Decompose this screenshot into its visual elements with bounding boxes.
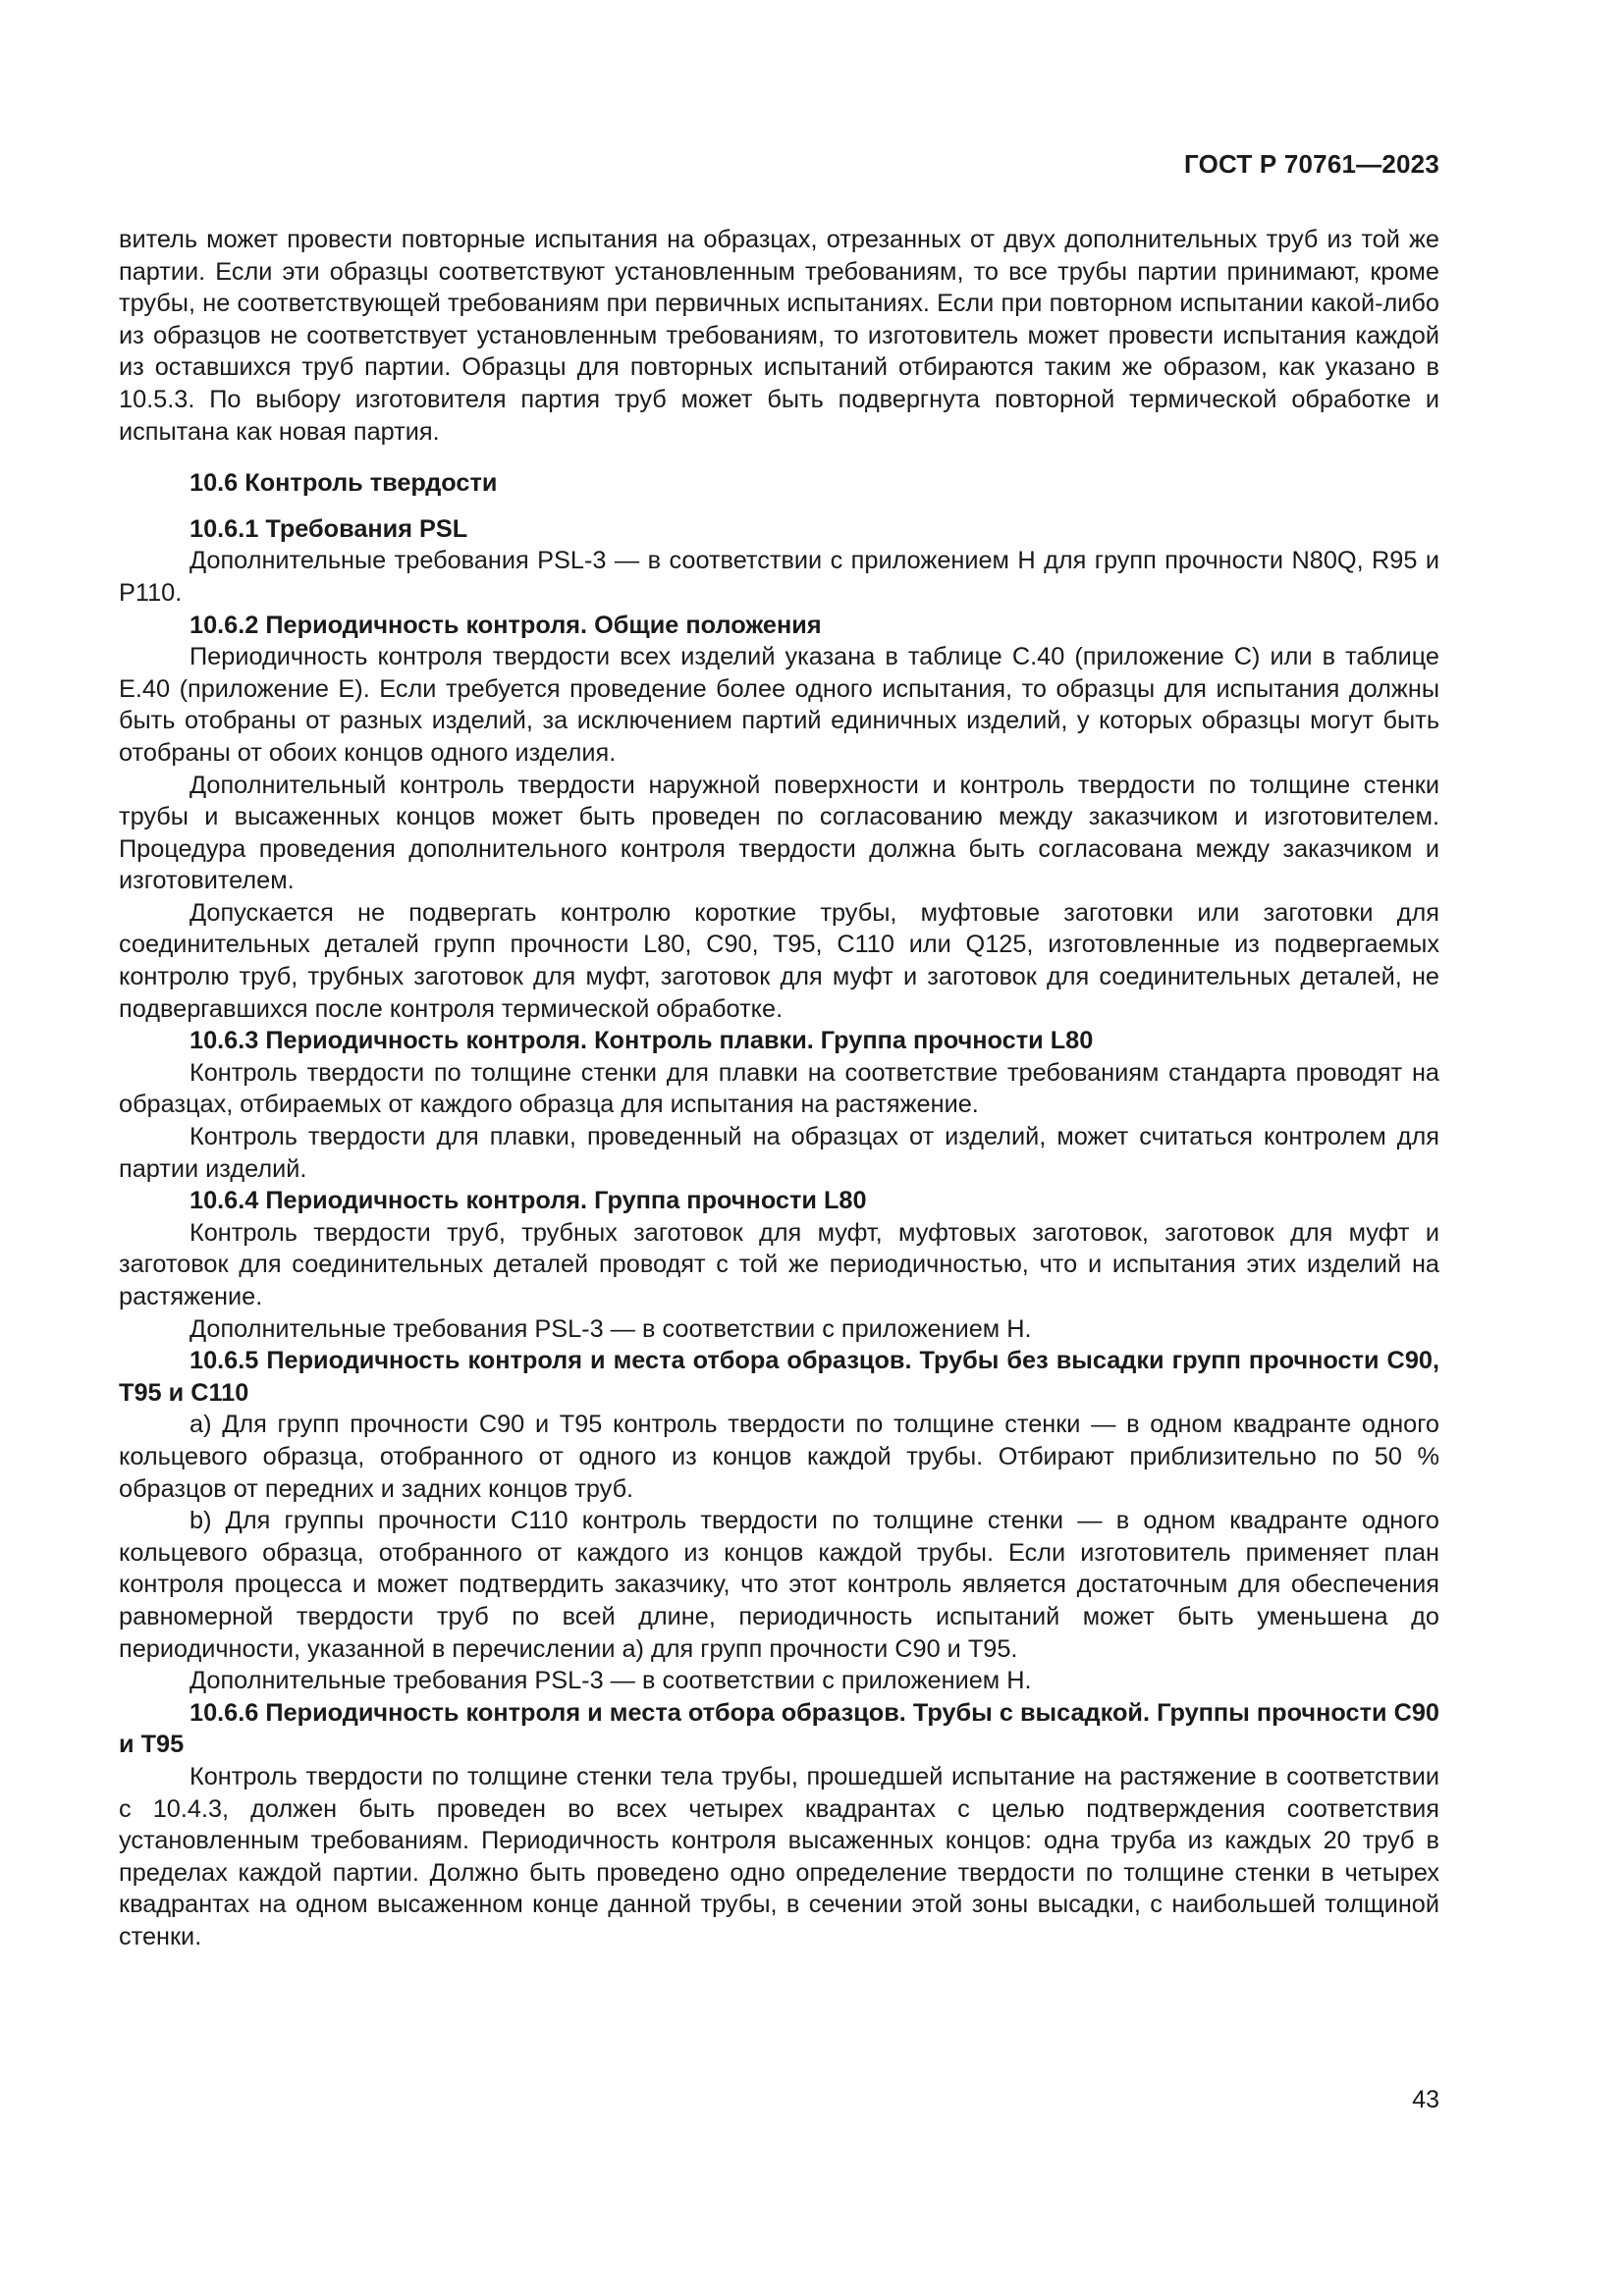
document-body <box>119 224 1439 1952</box>
paragraph-10-6-3-b: Контроль твердости для плавки, проведенный на образцах от изделий, может считаться контролем для партии изделий. <box>119 1123 1439 1183</box>
section-heading-10-6-5: 10.6.5 Периодичность контроля и места отбора образцов. Трубы без высадки групп прочности С90, Т95 и С110 <box>119 1347 1439 1407</box>
page-number: 43 <box>1412 2086 1439 2113</box>
paragraph-10-6-1: Дополнительные требования PSL-3 — в соответствии с приложением Н для групп прочности N80Q, R95 и P110. <box>119 547 1439 607</box>
section-heading-10-6-1: 10.6.1 Требования PSL <box>189 514 468 543</box>
section-heading-10-6-3: 10.6.3 Периодичность контроля. Контроль плавки. Группа прочности L80 <box>189 1027 1094 1055</box>
section-heading-10-6: 10.6 Контроль твердости <box>189 469 498 498</box>
paragraph-continued: витель может провести повторные испытания на образцах, отрезанных от двух дополнительных труб из той же партии. Если эти образцы соответствуют установленным требованиям, то все трубы партии принимают, кроме трубы, не соответствующей требованиям при первичных испытаниях. Если при повторном испытании какой-либо из образцов не соответствует установленным требованиям, то изготовитель может провести испытания каждой из оставшихся труб партии. Образцы для повторных испытаний отбираются таким же образом, как указано в 10.5.3. По выбору изготовителя партия труб может быть подвергнута повторной термической обработке и испытана как новая партия. <box>119 226 1439 446</box>
paragraph-10-6-4-a: Контроль твердости труб, трубных заготовок для муфт, муфтовых заготовок, заготовок для муфт и заготовок для соединительных деталей проводят с той же периодичностью, что и испытания этих изделий на растяжение. <box>119 1218 1439 1310</box>
document-code-header: ГОСТ Р 70761—2023 <box>1184 149 1439 179</box>
paragraph-10-6-2-a: Периодичность контроля твердости всех изделий указана в таблице С.40 (приложение С) или в таблице Е.40 (приложение Е). Если требуется проведение более одного испытания, то образцы для испытания должны быть отобраны от разных изделий, за исключением партий единичных изделий, у которых образцы могут быть отобраны от обоих концов одного изделия. <box>119 643 1439 767</box>
paragraph-10-6-2-c: Допускается не подвергать контролю короткие трубы, муфтовые заготовки или заготовки для соединительных деталей групп прочности L80, C90, T95, C110 или Q125, изготовленные из подвергаемых контролю труб, трубных заготовок для муфт, заготовок для муфт и заготовок для соединительных деталей, не подвергавшихся после контроля термической обработке. <box>119 898 1439 1023</box>
paragraph-10-6-2-b: Дополнительный контроль твердости наружной поверхности и контроль твердости по толщине стенки трубы и высаженных концов может быть проведен по согласованию между заказчиком и изготовителем. Процедура проведения дополнительного контроля твердости должна быть согласована между заказчиком и изготовителем. <box>119 771 1439 895</box>
paragraph-10-6-4-b: Дополнительные требования PSL-3 — в соответствии с приложением Н. <box>189 1314 1032 1343</box>
list-item-10-6-5-a: a) Для групп прочности С90 и Т95 контроль твердости по толщине стенки — в одном квадранте одного кольцевого образца, отобранного от одного из концов каждой трубы. Отбирают приблизительно по 50 % образцов от передних и задних концов труб. <box>119 1411 1439 1503</box>
section-heading-10-6-2: 10.6.2 Периодичность контроля. Общие положения <box>189 611 822 639</box>
section-heading-10-6-6: 10.6.6 Периодичность контроля и места отбора образцов. Трубы с высадкой. Группы прочности С90 и Т95 <box>119 1698 1439 1759</box>
paragraph-10-6-5-c: Дополнительные требования PSL-3 — в соответствии с приложением Н. <box>189 1667 1032 1695</box>
paragraph-10-6-6: Контроль твердости по толщине стенки тела трубы, прошедшей испытание на растяжение в соответствии с 10.4.3, должен быть проведен во всех четырех квадрантах с целью подтверждения соответствия установленным требованиям. Периодичность контроля высаженных концов: одна труба из каждых 20 труб в пределах каждой партии. Должно быть проведено одно определение твердости по толщине стенки в четырех квадрантах на одном высаженном конце данной трубы, в сечении этой зоны высадки, с наибольшей толщиной стенки. <box>119 1762 1439 1950</box>
list-item-10-6-5-b: b) Для группы прочности С110 контроль твердости по толщине стенки — в одном квадранте одного кольцевого образца, отобранного от каждого из концов каждой трубы. Если изготовитель применяет план контроля процесса и может подтвердить заказчику, что этот контроль является достаточным для обеспечения равномерной твердости труб по всей длине, периодичность испытаний может быть уменьшена до периодичности, указанной в перечислении а) для групп прочности С90 и Т95. <box>119 1507 1439 1663</box>
paragraph-10-6-3-a: Контроль твердости по толщине стенки для плавки на соответствие требованиям стандарта проводят на образцах, отбираемых от каждого образца для испытания на растяжение. <box>119 1058 1439 1119</box>
section-heading-10-6-4: 10.6.4 Периодичность контроля. Группа прочности L80 <box>189 1187 867 1215</box>
